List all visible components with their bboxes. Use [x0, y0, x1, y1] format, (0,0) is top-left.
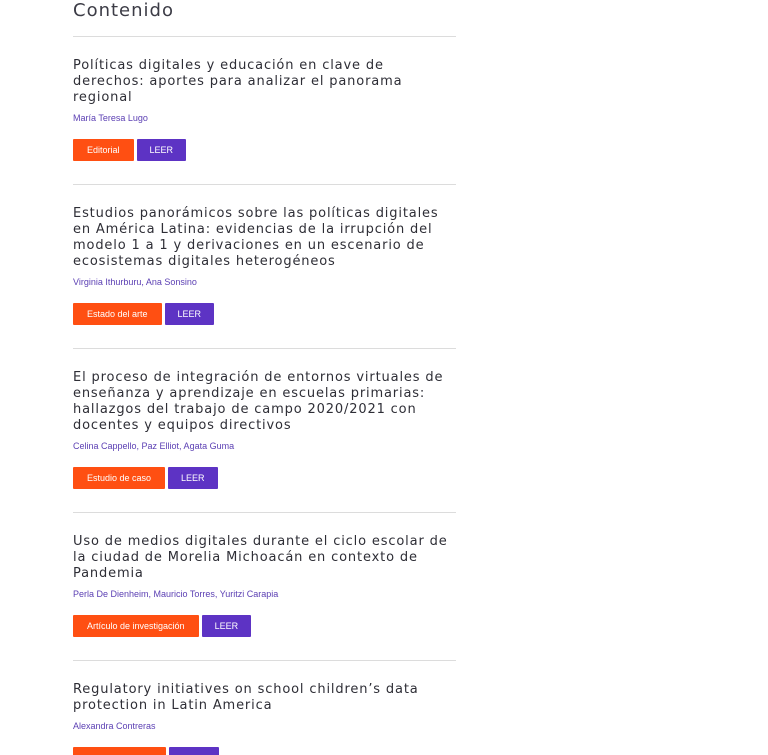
article-actions — [73, 615, 456, 637]
article-item — [73, 185, 456, 348]
article-list — [73, 36, 456, 755]
article-authors: María Teresa Lugo — [73, 113, 148, 123]
category-button[interactable]: Estudio de caso — [73, 467, 165, 489]
category-button[interactable]: Estado del arte — [73, 303, 162, 325]
article-actions — [73, 467, 456, 489]
article-authors: Celina Cappello, Paz Elliot, Agata Guma — [73, 441, 235, 451]
read-button[interactable]: LEER — [165, 303, 215, 325]
article-actions — [73, 139, 456, 161]
category-button[interactable]: Artículo de investigación — [73, 615, 199, 637]
read-button[interactable]: LEER — [168, 467, 218, 489]
article-authors: Perla De Dienheim, Mauricio Torres, Yuritzi Carapia — [73, 589, 279, 599]
read-button[interactable] — [169, 747, 219, 755]
article-actions — [73, 747, 456, 755]
article-item — [73, 513, 456, 660]
article-title[interactable]: Uso de medios digitales durante el ciclo escolar de la ciudad de Morelia Michoacán en contexto de Pandemia — [73, 534, 448, 581]
article-title[interactable]: El proceso de integración de entornos virtuales de enseñanza y aprendizaje en escuelas primarias: hallazgos del trabajo de campo 2020/2021 con docentes y equipos directivos — [73, 370, 444, 433]
article-title[interactable]: Regulatory initiatives on school children’s data protection in Latin America — [73, 682, 419, 713]
category-button[interactable] — [73, 747, 166, 755]
article-title[interactable]: Políticas digitales y educación en clave de derechos: aportes para analizar el panorama regional — [73, 58, 403, 105]
category-button[interactable]: Editorial — [73, 139, 134, 161]
article-authors: Virginia Ithurburu, Ana Sonsino — [73, 277, 197, 287]
read-button[interactable]: LEER — [137, 139, 187, 161]
article-item — [73, 37, 456, 184]
article-authors: Alexandra Contreras — [73, 721, 156, 731]
section-heading: Contenido — [73, 0, 174, 21]
article-title[interactable]: Estudios panorámicos sobre las políticas digitales en América Latina: evidencias de la irrupción del modelo 1 a 1 y derivaciones en un escenario de ecosistemas digitales heterogéneos — [73, 206, 439, 269]
article-item — [73, 349, 456, 512]
read-button[interactable]: LEER — [202, 615, 252, 637]
article-item — [73, 661, 456, 755]
article-actions — [73, 303, 456, 325]
